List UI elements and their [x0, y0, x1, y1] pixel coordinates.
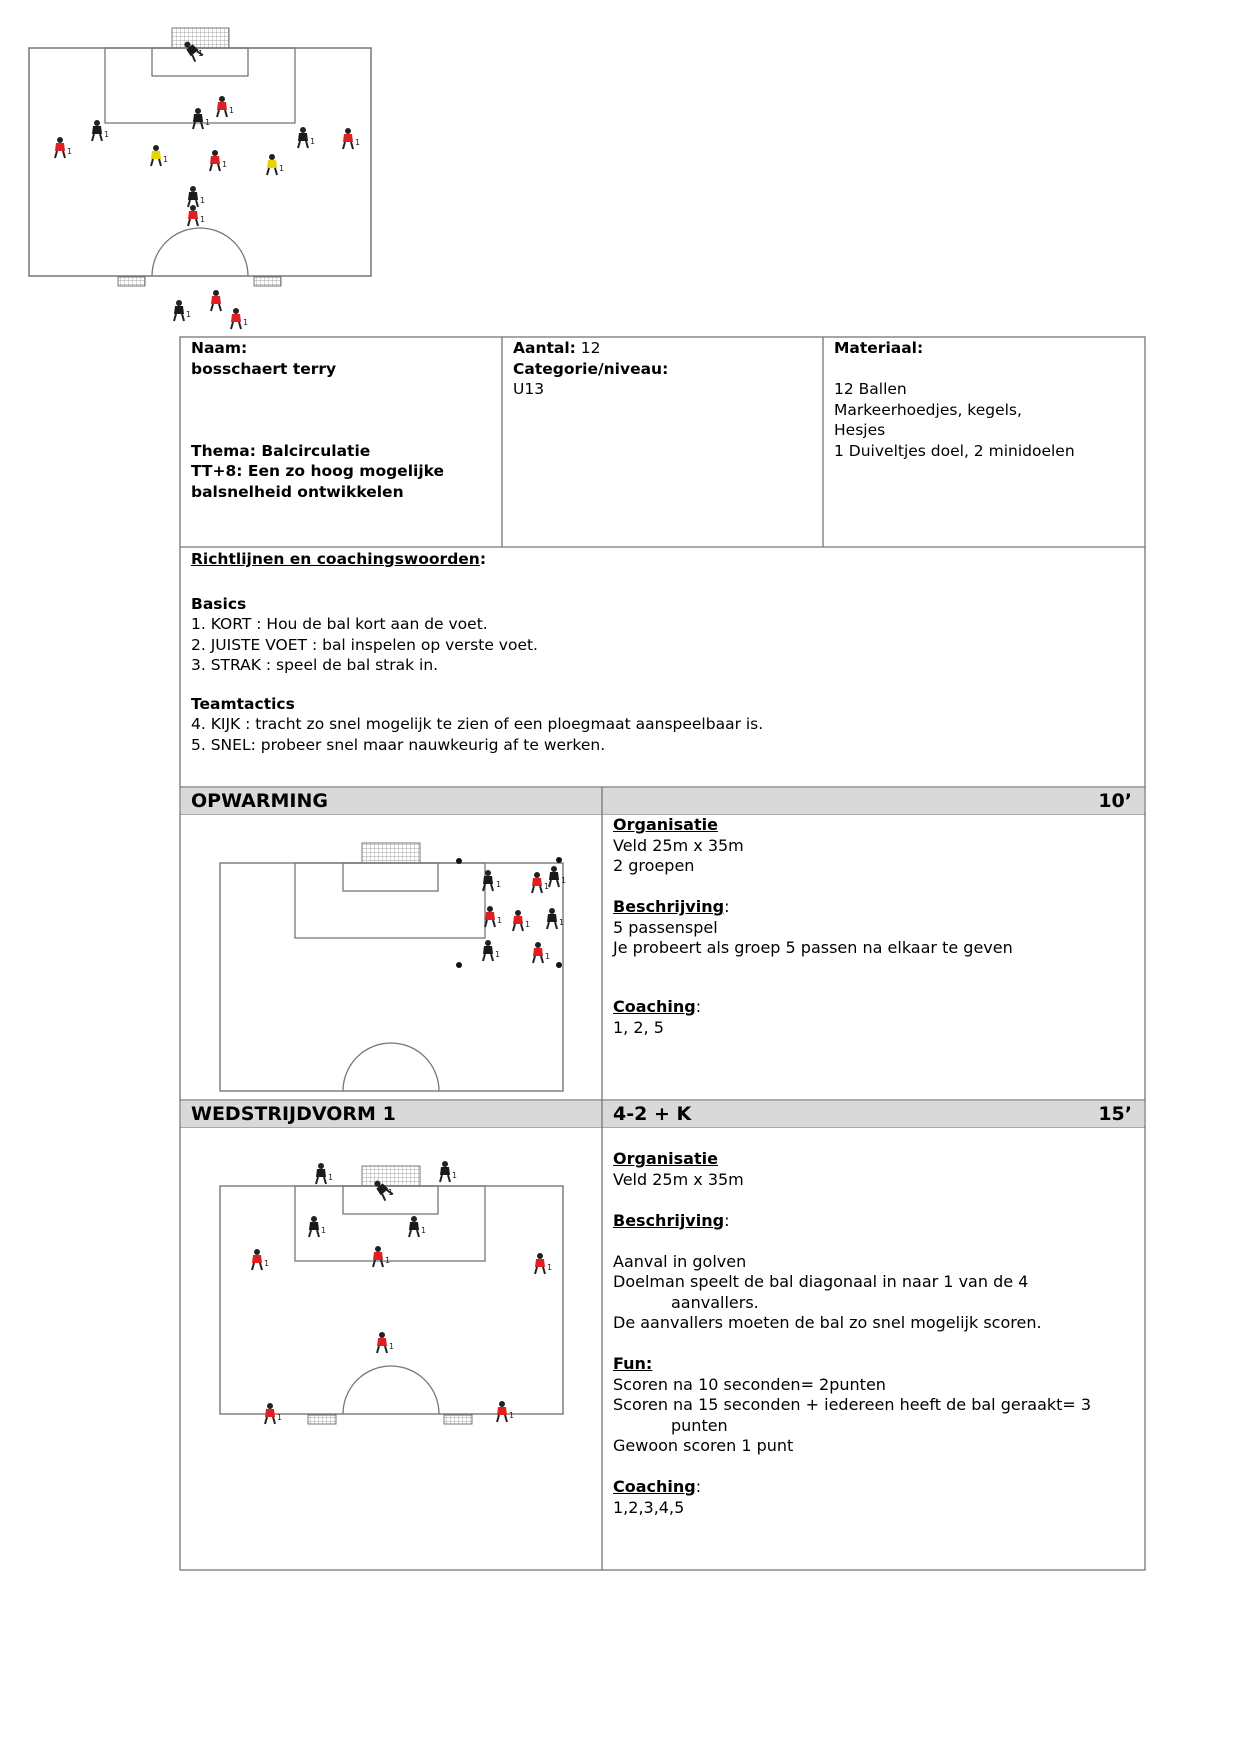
- player-number: 1: [509, 1411, 515, 1420]
- basics-item: 1. KORT : Hou de bal kort aan de voet.: [191, 615, 488, 633]
- aantal-label: Aantal:: [513, 339, 576, 357]
- player-number: 1: [277, 1413, 283, 1422]
- materiaal-item: 1 Duiveltjes doel, 2 minidoelen: [834, 441, 1075, 460]
- player: [409, 1216, 419, 1237]
- player-number: 1: [389, 1342, 395, 1351]
- player-number: 1: [495, 950, 501, 959]
- basics-item: 2. JUISTE VOET : bal inspelen op verste voet.: [191, 635, 538, 654]
- player: [373, 1246, 383, 1267]
- cone: [456, 858, 462, 864]
- categorie-value: U13: [513, 380, 545, 398]
- player: [265, 1403, 275, 1424]
- player: [532, 872, 542, 893]
- player-number: 1: [279, 164, 285, 173]
- opwarming-field-diagram: [182, 816, 600, 1098]
- player-number: 1: [104, 130, 110, 139]
- player-number: 1: [559, 918, 565, 927]
- player-number: 1: [421, 1226, 427, 1235]
- materiaal-item: 12 Ballen: [834, 380, 907, 398]
- player-number: 1: [328, 1173, 334, 1182]
- wedstrijd-coaching-label: Coaching: [613, 1477, 696, 1496]
- player-number: 1: [163, 155, 169, 164]
- richtlijnen-title: Richtlijnen en coachingswoorden: [191, 550, 480, 568]
- wedstrijd-fun-label: Fun:: [613, 1354, 653, 1373]
- player-number: 1: [561, 876, 567, 885]
- mini-goal: [308, 1415, 336, 1424]
- thema: Thema: Balcirculatie: [191, 441, 371, 460]
- player-number: 1: [205, 118, 211, 127]
- player: [309, 1216, 319, 1237]
- opwarming-beschr-line: Je probeert als groep 5 passen na elkaar te geven: [613, 938, 1013, 957]
- player-number: 1: [67, 147, 73, 156]
- opwarming-coaching-value: 1, 2, 5: [613, 1017, 664, 1037]
- cone: [556, 962, 562, 968]
- player-number: 1: [544, 882, 550, 891]
- player-number: 1: [198, 49, 204, 58]
- opwarming-org-line: Veld 25m x 35m: [613, 835, 744, 855]
- materiaal-cell: [834, 338, 1139, 461]
- wedstrijd-beschr-label: Beschrijving: [613, 1210, 725, 1230]
- player-number: 1: [385, 1256, 391, 1265]
- teamtactics-title: Teamtactics: [191, 694, 295, 713]
- wedstrijd-coaching-value: 1,2,3,4,5: [613, 1497, 685, 1517]
- player-number: 1: [545, 952, 551, 961]
- player-number: 1: [264, 1259, 270, 1268]
- player: [535, 1253, 545, 1274]
- player-number: 1: [243, 318, 249, 327]
- categorie-label: Categorie/niveau:: [513, 359, 669, 378]
- wedstrijd-beschr-line: aanvallers.: [671, 1292, 759, 1312]
- cone: [556, 857, 562, 863]
- mini-goal: [444, 1415, 472, 1424]
- player-number: 1: [452, 1171, 458, 1180]
- basics-title: Basics: [191, 594, 247, 613]
- wedstrijd-field-diagram: [182, 1129, 600, 1429]
- teamtactics-item: 4. KIJK : tracht zo snel mogelijk te zien of een ploegmaat aanspeelbaar is.: [191, 715, 764, 733]
- player-number: 1: [186, 310, 192, 319]
- wedstrijd-beschr-line: Doelman speelt de bal diagonaal in naar 1 van de 4: [613, 1272, 1029, 1291]
- player-number: 1: [355, 138, 361, 147]
- materiaal-label: Materiaal:: [834, 339, 924, 357]
- wedstrijd-title: WEDSTRIJDVORM 1: [191, 1103, 396, 1125]
- wedstrijd-org-label: Organisatie: [613, 1149, 718, 1168]
- player: [549, 866, 559, 887]
- opwarming-coaching-label: Coaching: [613, 997, 696, 1016]
- materiaal-item: Markeerhoedjes, kegels,: [834, 400, 1022, 419]
- player-number: 1: [200, 196, 206, 205]
- naam-cell: [191, 338, 496, 502]
- opwarming-org-label: Organisatie: [613, 815, 718, 834]
- wedstrijd-fun-line: Scoren na 15 seconden + iedereen heeft de bal geraakt= 3: [613, 1395, 1092, 1414]
- player: [547, 908, 557, 929]
- player: [316, 1163, 326, 1184]
- opwarming-beschr-label: Beschrijving: [613, 897, 725, 916]
- aantal-cell: [513, 338, 818, 400]
- wedstrijd-beschr-line: Aanval in golven: [613, 1251, 747, 1271]
- tt-line-2: balsnelheid ontwikkelen: [191, 482, 404, 501]
- player-number: 1: [200, 215, 206, 224]
- opwarming-text: Organisatie Veld 25m x 35m 2 groepen Beschrijving: 5 passenspel Je probeert als groep 5 passen na elkaar te geven Coaching: 1, 2, 5: [613, 815, 1138, 1038]
- richtlijnen-cell: Richtlijnen en coachingswoorden: Basics 1. KORT : Hou de bal kort aan de voet. 2. JUISTE VOET : bal inspelen op verste voet. 3. STRAK : speel de bal strak in. Teamtactics 4. KIJK : tracht zo snel mogelijk te zien of een ploegmaat aanspeelbaar is. 5. SNEL: probeer snel maar nauwkeurig af te werken.: [191, 549, 1131, 755]
- player-number: 1: [547, 1263, 553, 1272]
- player-number: 1: [229, 106, 235, 115]
- opwarming-time: 10’: [1098, 790, 1132, 812]
- wedstrijd-text: Organisatie Veld 25m x 35m Beschrijving: Aanval in golven Doelman speelt de bal diagonaal in naar 1 van de 4 aanvallers. De aanvallers moeten de bal zo snel mogelijk scoren. Fun: Scoren na 10 seconden= 2punten Scoren na 15 seconden + iedereen heeft de bal geraakt= 3 punten Gewoon scoren 1 punt Coaching: 1,2,3,4,5: [613, 1149, 1138, 1518]
- player-number: 1: [496, 880, 502, 889]
- aantal-value: 12: [575, 339, 601, 357]
- teamtactics-item: 5. SNEL: probeer snel maar nauwkeurig af te werken.: [191, 735, 606, 754]
- goal-net: [362, 1166, 420, 1186]
- cone: [456, 962, 462, 968]
- opwarming-beschr-line: 5 passenspel: [613, 917, 718, 937]
- opwarming-title: OPWARMING: [191, 790, 328, 812]
- player-number: 1: [525, 920, 531, 929]
- wedstrijd-fun-line: Gewoon scoren 1 punt: [613, 1436, 794, 1455]
- player-number: 1: [497, 916, 503, 925]
- player-number: 1: [321, 1226, 327, 1235]
- player-number: 1: [222, 160, 228, 169]
- materiaal-item: Hesjes: [834, 421, 886, 439]
- wedstrijd-format: 4-2 + K: [613, 1103, 692, 1125]
- naam-value: bosschaert terry: [191, 359, 337, 378]
- player-number: 1: [388, 1188, 394, 1197]
- player: [485, 906, 495, 927]
- naam-label: Naam:: [191, 339, 248, 357]
- wedstrijd-fun-line: Scoren na 10 seconden= 2punten: [613, 1374, 886, 1394]
- player: [377, 1332, 387, 1353]
- player: [513, 910, 523, 931]
- player: [497, 1401, 507, 1422]
- wedstrijd-org-line: Veld 25m x 35m: [613, 1169, 744, 1189]
- player: [533, 942, 543, 963]
- wedstrijd-beschr-line: De aanvallers moeten de bal zo snel mogelijk scoren.: [613, 1313, 1042, 1332]
- goal-net: [362, 843, 420, 863]
- player: [483, 940, 493, 961]
- basics-item: 3. STRAK : speel de bal strak in.: [191, 656, 439, 674]
- wedstrijd-fun-line: punten: [671, 1415, 728, 1435]
- wedstrijd-time: 15’: [1098, 1103, 1132, 1125]
- player-number: 1: [310, 137, 316, 146]
- opwarming-org-line: 2 groepen: [613, 856, 695, 875]
- tt-line-1: TT+8: Een zo hoog mogelijke: [191, 462, 445, 480]
- player: [440, 1161, 450, 1182]
- player: [252, 1249, 262, 1270]
